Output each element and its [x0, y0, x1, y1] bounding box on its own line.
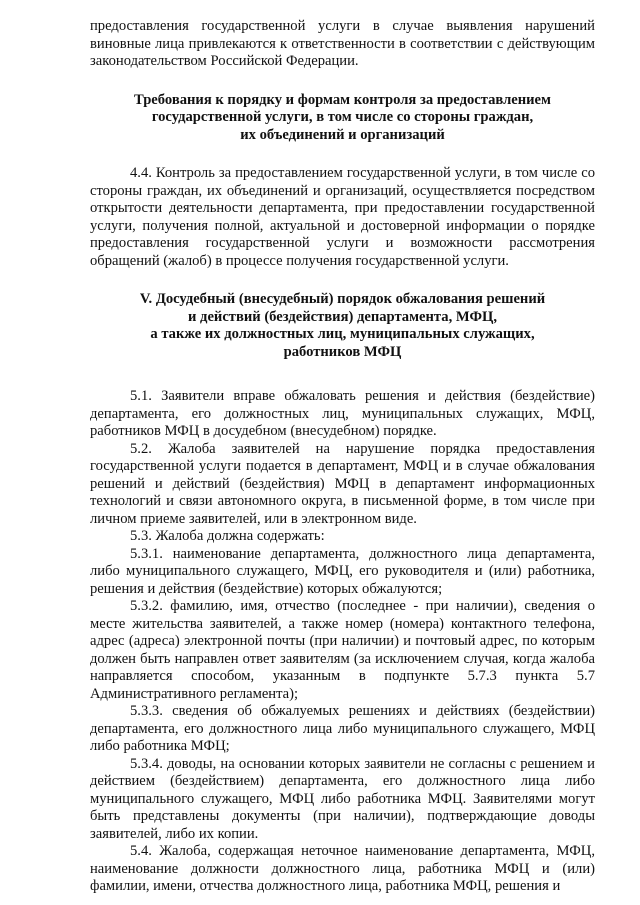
paragraph-5-3-1: 5.3.1. наименование департамента, должностного лица департамента, либо муниципального служащего, МФЦ, его руководителя и (или) работника, решения и действия (бездействие) которых обжалуются;: [90, 545, 595, 597]
text-column: [90, 18, 595, 896]
paragraph-4-4: 4.4. Контроль за предоставлением государственной услуги, в том числе со стороны граждан, их объединений и организаций, осуществляется посредством открытости деятельности департамента, при предоставлении государственной услуги, получения полной, актуальной и достоверной информации о порядке предоставления государственной услуги и возможности рассмотрения обращений (жалоб) в процессе получения государственной услуги.: [90, 165, 595, 269]
paragraph-5-1: 5.1. Заявители вправе обжаловать решения и действия (бездействие) департамента, его должностных лиц, муниципальных служащих, МФЦ, работников МФЦ в досудебном (внесудебном) порядке.: [90, 388, 595, 439]
paragraph-intro: предоставления государственной услуги в случае выявления нарушений виновные лица привлекаются к ответственности в соответствии с действующим законодательством Российской Федерации.: [90, 18, 595, 69]
section-heading-v: [90, 291, 595, 361]
paragraph-5-3: 5.3. Жалоба должна содержать:: [130, 528, 325, 544]
heading-line: а также их должностных лиц, муниципальных служащих,: [150, 326, 535, 342]
heading-line: и действий (бездействия) департамента, МФЦ,: [188, 308, 497, 325]
paragraph-5-3-4: 5.3.4. доводы, на основании которых заявители не согласны с решением и действием (бездействием) департамента, его должностного лица либо муниципального служащего, МФЦ либо работника МФЦ. Заявителями могут быть представлены документы (при наличии), подтверждающие доводы заявителей, либо их копии.: [90, 755, 595, 842]
heading-line: работников МФЦ: [283, 343, 402, 360]
heading-line: их объединений и организаций: [240, 126, 445, 143]
heading-line: Требования к порядку и формам контроля за предоставлением: [134, 91, 551, 108]
section-heading-control: [90, 92, 595, 145]
paragraph-5-2: 5.2. Жалоба заявителей на нарушение порядка предоставления государственной услуги подается в департамент, МФЦ и в случае обжалования решений и действий (бездействия) МФЦ в департамент информационных технологий и связи автономного округа, в письменной форме, в том числе при личном приеме заявителей, или в электронном виде.: [90, 440, 595, 527]
paragraph-5-4: 5.4. Жалоба, содержащая неточное наименование департамента, МФЦ, наименование должности должностного лица, работника МФЦ и (или) фамилии, имени, отчества должностного лица, работника МФЦ, решения и: [90, 843, 595, 894]
paragraph-5-3-2: 5.3.2. фамилию, имя, отчество (последнее - при наличии), сведения о месте жительства заявителей, а также номер (номера) контактного телефона, адрес (адреса) электронной почты (при наличии) и почтовый адрес, по которым должен быть направлен ответ заявителям (за исключением случая, когда жалоба направляется способом, указанным в подпункте 5.7.3 пункта 5.7 Административного регламента);: [90, 598, 595, 702]
heading-line: государственной услуги, в том числе со стороны граждан,: [151, 109, 534, 125]
heading-line: V. Досудебный (внесудебный) порядок обжалования решений: [139, 291, 546, 307]
paragraph-5-3-3: 5.3.3. сведения об обжалуемых решениях и действиях (бездействии) департамента, его должностного лица либо муниципального служащего, МФЦ либо работника МФЦ;: [90, 703, 595, 754]
